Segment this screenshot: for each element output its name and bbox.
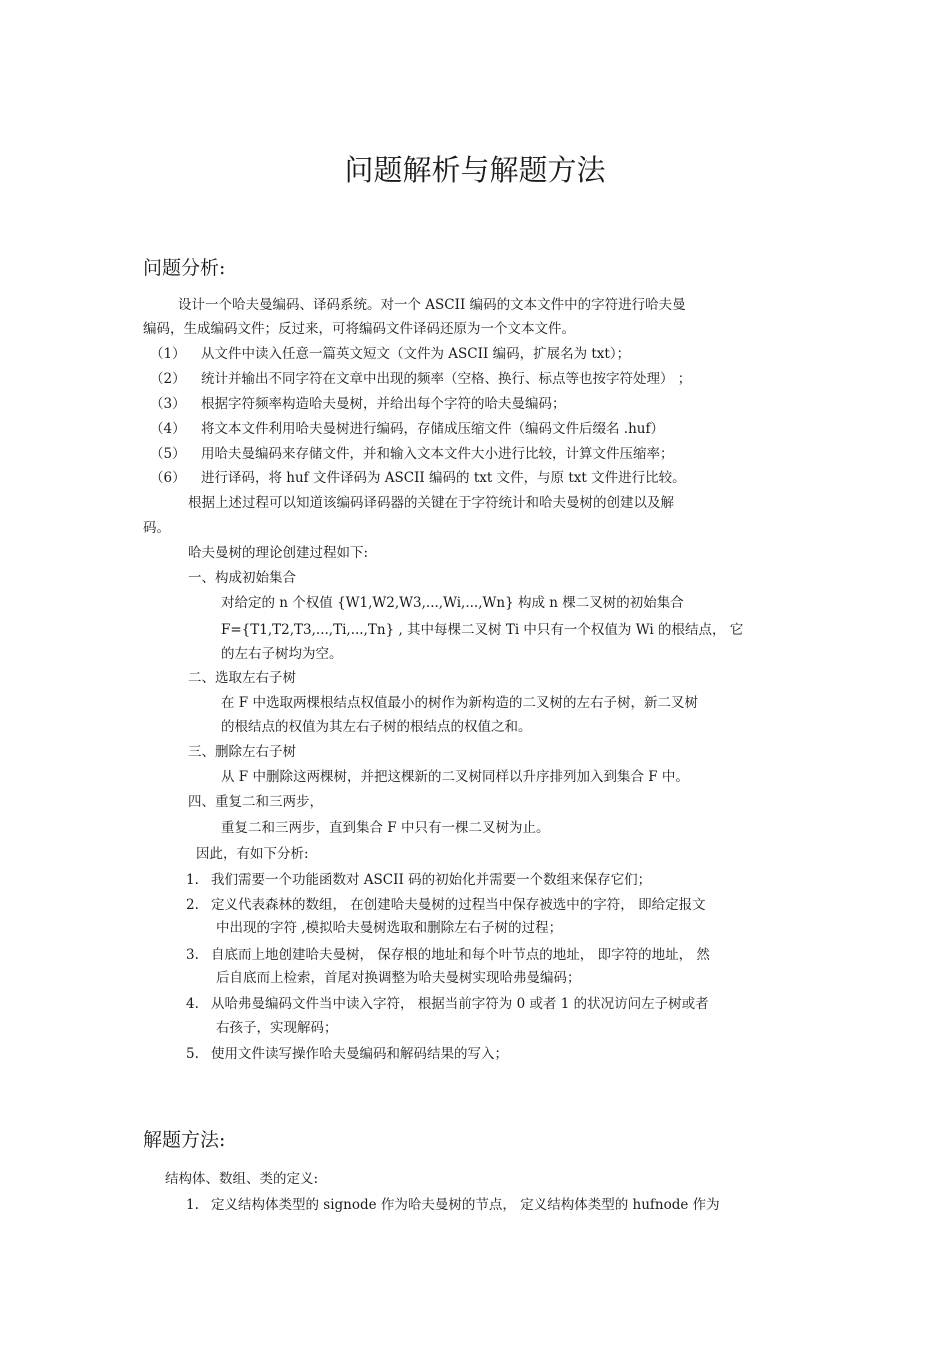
page-title: 问题解析与解题方法 <box>344 153 606 187</box>
item-text: 后自底而上检索，首尾对换调整为哈夫曼树实现哈弗曼编码； <box>216 970 581 986</box>
step-number: （4） <box>150 421 186 437</box>
theory-line: 在 F 中选取两棵根结点权值最小的树作为新构造的二叉树的左右子树，新二叉树 <box>221 695 698 711</box>
section-heading-method: 解题方法: <box>143 1129 226 1151</box>
paragraph-line: 根据上述过程可以知道该编码译码器的关键在于字符统计和哈夫曼树的创建以及解 <box>188 495 674 511</box>
step-text: 统计并输出不同字符在文章中出现的频率（空格、换行、标点等也按字符处理） ； <box>201 371 692 387</box>
theory-heading: 一、构成初始集合 <box>188 570 296 586</box>
item-text: 使用文件读写操作哈夫曼编码和解码结果的写入； <box>211 1046 508 1062</box>
item-text: 从哈弗曼编码文件当中读入字符， 根据当前字符为 0 或者 1 的状况访问左子树或者 <box>211 996 709 1012</box>
paragraph-line: 结构体、数组、类的定义: <box>165 1171 319 1187</box>
theory-line: F={T1,T2,T3,...,Ti,...,Tn} , 其中每棵二叉树 Ti 中只有一个权值为 Wi 的根结点， 它 <box>221 622 744 638</box>
step-number: （5） <box>150 446 186 462</box>
item-number: 4. <box>186 996 199 1012</box>
theory-line: 的左右子树均为空。 <box>221 646 343 662</box>
step-text: 进行译码，将 huf 文件译码为 ASCII 编码的 txt 文件，与原 txt 文件进行比较。 <box>201 470 686 486</box>
step-number: （6） <box>150 470 186 486</box>
item-text: 自底而上地创建哈夫曼树， 保存根的地址和每个叶节点的地址， 即字符的地址， 然 <box>211 947 710 963</box>
step-text: 将文本文件利用哈夫曼树进行编码，存储成压缩文件（编码文件后缀名 .huf） <box>201 421 664 437</box>
item-number: 5. <box>186 1046 199 1062</box>
item-number: 2. <box>186 897 199 913</box>
item-number: 1. <box>186 1197 199 1213</box>
item-text: 中出现的字符 ,模拟哈夫曼树选取和删除左右子树的过程； <box>216 920 563 936</box>
paragraph-line: 编码，生成编码文件；反过来，可将编码文件译码还原为一个文本文件。 <box>143 321 575 337</box>
step-text: 根据字符频率构造哈夫曼树，并给出每个字符的哈夫曼编码； <box>201 396 566 412</box>
theory-heading: 三、删除左右子树 <box>188 744 296 760</box>
step-text: 用哈夫曼编码来存储文件，并和输入文本文件大小进行比较，计算文件压缩率； <box>201 446 674 462</box>
item-text: 定义结构体类型的 signode 作为哈夫曼树的节点， 定义结构体类型的 hufnode 作为 <box>211 1197 720 1213</box>
item-text: 我们需要一个功能函数对 ASCII 码的初始化并需要一个数组来保存它们； <box>211 872 652 888</box>
theory-line: 对给定的 n 个权值 {W1,W2,W3,...,Wi,...,Wn} 构成 n 棵二叉树的初始集合 <box>221 595 684 611</box>
theory-heading: 四、重复二和三两步， <box>188 794 323 810</box>
item-number: 3. <box>186 947 199 963</box>
item-text: 右孩子，实现解码； <box>216 1020 338 1036</box>
paragraph-line: 码。 <box>143 520 170 536</box>
paragraph-line: 因此，有如下分析: <box>196 846 309 862</box>
theory-line: 的根结点的权值为其左右子树的根结点的权值之和。 <box>221 719 532 735</box>
theory-heading: 二、选取左右子树 <box>188 670 296 686</box>
theory-line: 从 F 中删除这两棵树，并把这棵新的二叉树同样以升序排列加入到集合 F 中。 <box>221 769 689 785</box>
section-heading-analysis: 问题分析: <box>143 257 226 279</box>
theory-line: 重复二和三两步，直到集合 F 中只有一棵二叉树为止。 <box>221 820 550 836</box>
step-text: 从文件中读入任意一篇英文短文（文件为 ASCII 编码，扩展名为 txt）； <box>201 346 631 362</box>
paragraph-line: 设计一个哈夫曼编码、译码系统。对一个 ASCII 编码的文本文件中的字符进行哈夫曼 <box>178 297 686 313</box>
item-text: 定义代表森林的数组， 在创建哈夫曼树的过程当中保存被选中的字符， 即给定报文 <box>211 897 706 913</box>
step-number: （2） <box>150 371 186 387</box>
item-number: 1. <box>186 872 199 888</box>
step-number: （3） <box>150 396 186 412</box>
paragraph-line: 哈夫曼树的理论创建过程如下: <box>188 545 369 561</box>
step-number: （1） <box>150 346 186 362</box>
